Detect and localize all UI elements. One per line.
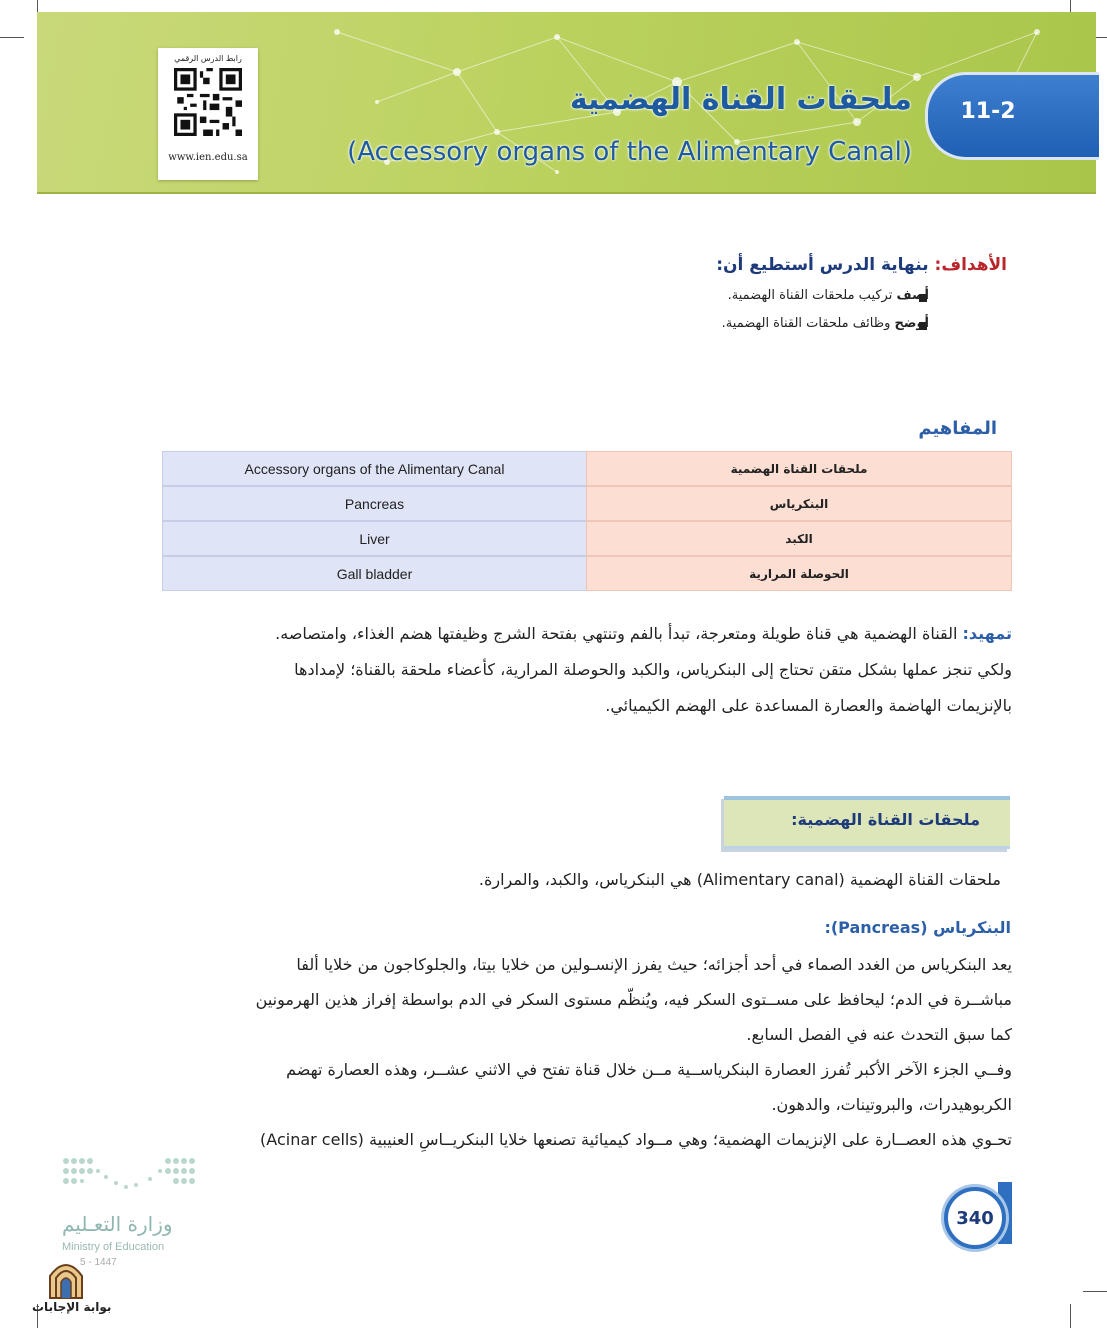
concept-en: Gall bladder — [162, 556, 587, 591]
crop-mark — [0, 37, 24, 38]
qr-code-icon[interactable] — [174, 68, 242, 136]
lesson-number: 11-2 — [960, 99, 1016, 124]
qr-caption: رابط الدرس الرقمي — [174, 54, 242, 63]
concept-en: Liver — [162, 521, 587, 556]
ministry-year: 5 - 1447 — [80, 1257, 117, 1268]
objective-item — [722, 316, 929, 331]
lesson-number-tab — [925, 72, 1099, 160]
concept-ar: ملحقات القناة الهضمية — [586, 451, 1012, 486]
objectives-heading — [716, 255, 1007, 275]
objective-verb: أصف — [896, 288, 929, 303]
crop-mark — [37, 0, 38, 12]
concept-ar: الحوصلة المرارية — [586, 556, 1012, 591]
objectives-label: الأهداف: — [934, 255, 1007, 275]
lesson-title-en: (Accessory organs of the Alimentary Canal) — [347, 137, 912, 167]
qr-card[interactable] — [158, 48, 258, 180]
crop-mark — [1070, 1304, 1071, 1328]
objective-verb: أوضح — [894, 316, 929, 331]
concept-ar: الكبد — [586, 521, 1012, 556]
page-number: 340 — [944, 1187, 1006, 1249]
concepts-heading: المفاهيم — [918, 418, 997, 439]
qr-url[interactable]: www.ien.edu.sa — [168, 152, 248, 163]
table-row — [162, 556, 1011, 591]
concept-ar: البنكرياس — [586, 486, 1012, 521]
section-heading-box — [724, 796, 1010, 849]
objectives-intro: بنهاية الدرس أستطيع أن: — [716, 255, 929, 275]
intro-text: القناة الهضمية هي قناة طويلة ومتعرجة، تبدأ بالفم وتنتهي بفتحة الشرج وظيفتها هضم الغذاء، وامتصاصه. — [275, 624, 958, 643]
intro-paragraph — [162, 616, 1012, 724]
ministry-name-en: Ministry of Education — [62, 1241, 165, 1253]
intro-line — [162, 616, 1012, 652]
ministry-name-ar: وزارة التعـليم — [62, 1212, 173, 1236]
table-row — [162, 486, 1011, 521]
pancreas-heading: البنكرياس (Pancreas): — [824, 918, 1011, 937]
objective-text: تركيب ملحقات القناة الهضمية. — [727, 288, 893, 303]
pancreas-line: كما سبق التحدث عنه في الفصل السابع. — [746, 1025, 1012, 1044]
pancreas-line: يعد البنكرياس من الغدد الصماء في أحد أجزائه؛ حيث يفرز الإنسـولين من خلايا بيتا، والجلوكاجون من خلايا ألفا — [296, 955, 1012, 974]
concepts-table — [162, 451, 1011, 591]
crop-mark — [1083, 1291, 1107, 1292]
pancreas-line: الكربوهيدرات، والبروتينات، والدهون. — [771, 1095, 1012, 1114]
gate-logo-icon — [44, 1256, 88, 1300]
intro-label: تمهيد: — [962, 624, 1012, 643]
objective-item — [728, 288, 929, 303]
concept-en: Pancreas — [162, 486, 587, 521]
pancreas-line: تحـوي هذه العصــارة على الإنزيمات الهضمية؛ وهي مــواد كيميائية تصنعها خلايا البنكريــاسِ العنيبية (Acinar cells) — [260, 1130, 1012, 1149]
concept-en: Accessory organs of the Alimentary Canal — [162, 451, 587, 486]
section-heading: ملحقات القناة الهضمية: — [791, 810, 980, 829]
pancreas-paragraph — [162, 947, 1012, 1157]
pancreas-line: مباشــرة في الدم؛ ليحافظ على مســتوى السكر فيه، ويُنظّم مستوى السكر في الدم بواسطة إفراز هذين الهرمونين — [255, 990, 1012, 1009]
intro-line: بالإنزيمات الهاضمة والعصارة المساعدة على الهضم الكيميائي. — [605, 696, 1012, 715]
table-row — [162, 451, 1011, 486]
ministry-logo-icon — [60, 1155, 200, 1205]
section-sentence: ملحقات القناة الهضمية (Alimentary canal) هي البنكرياس، والكبد، والمرارة. — [478, 870, 1001, 889]
intro-line: ولكي تنجز عملها بشكل متقن تحتاج إلى البنكرياس، والكبد والحوصلة المرارية، كأعضاء ملحقة بالقناة؛ لإمدادها — [294, 660, 1012, 679]
lesson-title-ar: ملحقات القناة الهضمية — [569, 82, 912, 117]
table-row — [162, 521, 1011, 556]
site-label: بوابة الإجابات — [32, 1300, 112, 1314]
objective-text: وظائف ملحقات القناة الهضمية. — [721, 316, 891, 331]
pancreas-line: وفــي الجزء الآخر الأكبر تُفرز العصارة البنكرياســية مــن خلال قناة تفتح في الاثني عشــر، وهذه العصارة تهضم — [286, 1060, 1012, 1079]
